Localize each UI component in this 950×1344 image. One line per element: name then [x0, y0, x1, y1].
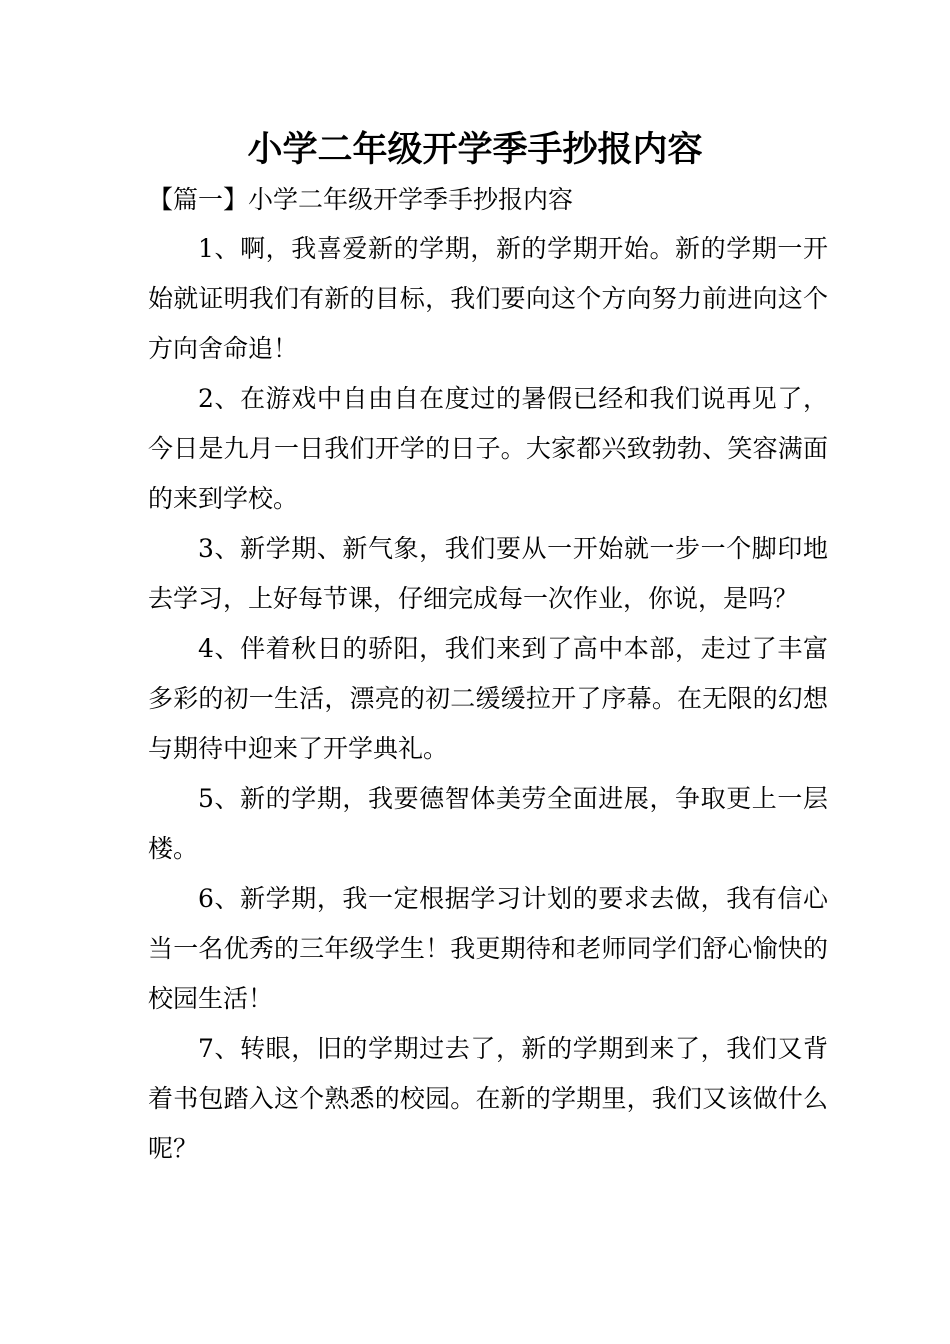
paragraph-3: 3、新学期、新气象，我们要从一开始就一步一个脚印地去学习，上好每节课，仔细完成每一次作业，你说，是吗？ [148, 534, 828, 613]
paragraph-6: 6、新学期，我一定根据学习计划的要求去做，我有信心当一名优秀的三年级学生！我更期待和老师同学们舒心愉快的校园生活！ [148, 884, 828, 1013]
document-title: 小学二年级开学季手抄报内容 [247, 130, 703, 170]
paragraph-4: 4、伴着秋日的骄阳，我们来到了高中本部，走过了丰富多彩的初一生活，漂亮的初二缓缓拉开了序幕。在无限的幻想与期待中迎来了开学典礼。 [148, 634, 828, 763]
section-heading: 【篇一】小学二年级开学季手抄报内容 [148, 185, 574, 214]
paragraph-5: 5、新的学期，我要德智体美劳全面进展，争取更上一层楼。 [148, 784, 828, 863]
paragraph-2: 2、在游戏中自由自在度过的暑假已经和我们说再见了，今日是九月一日我们开学的日子。大家都兴致勃勃、笑容满面的来到学校。 [148, 384, 828, 513]
paragraph-7: 7、转眼，旧的学期过去了，新的学期到来了，我们又背着书包踏入这个熟悉的校园。在新的学期里，我们又该做什么呢？ [148, 1034, 828, 1163]
document-body [148, 224, 828, 1174]
paragraph-1: 1、啊，我喜爱新的学期，新的学期开始。新的学期一开始就证明我们有新的目标，我们要向这个方向努力前进向这个方向舍命追！ [148, 234, 828, 363]
